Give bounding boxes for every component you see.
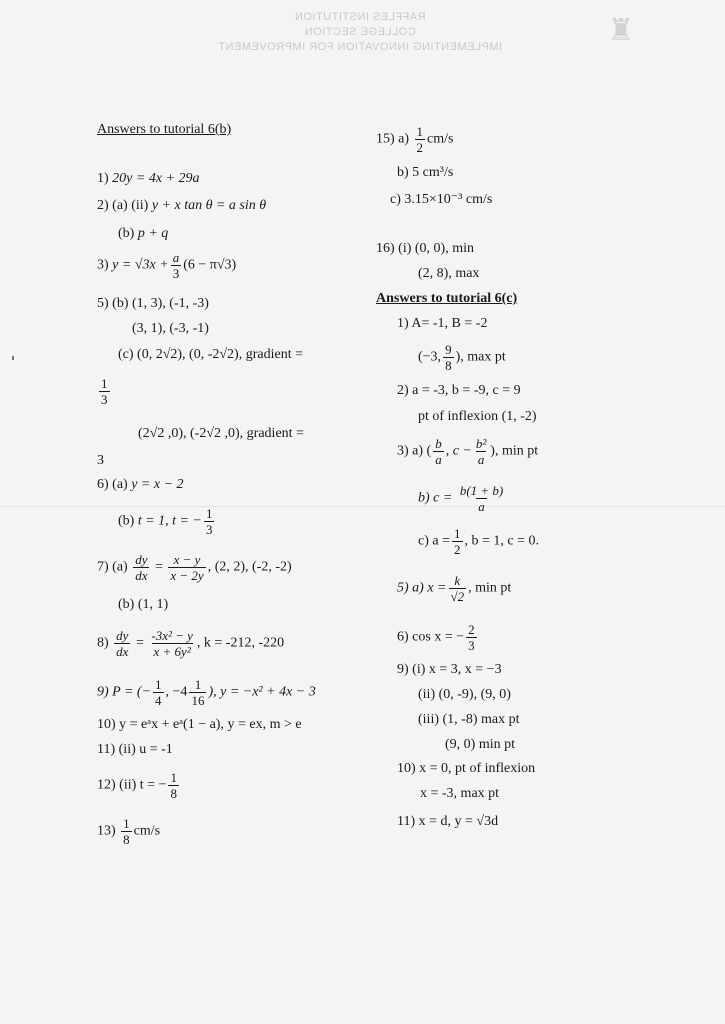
answer-8: 8) $\frac{dy}{dx}$ = $\frac{\text{-3x² − y}}{\text{x + 6y²}}$ , k = -212, -220	[97, 628, 285, 659]
answer-c10-line2: x = -3, max pt	[420, 786, 500, 801]
heading-tutorial-6c: Answers to tutorial 6(c)	[376, 291, 518, 306]
answer-13: 13) $\frac{1}{8}$ cm/s	[97, 816, 161, 847]
answer-2b: (b) p + q	[118, 226, 169, 241]
answer-c6: 6) cos x = − $\frac{2}{3}$	[397, 622, 475, 653]
scan-speck	[12, 356, 14, 360]
answer-c3c: c) a = $\frac{1}{2}$ , b = 1, c = 0.	[418, 526, 540, 557]
answer-5b-line1: 5) (b) (1, 3), (-1, -3)	[97, 296, 209, 311]
answer-7a: 7) (a) $\frac{dy}{dx}$ = $\frac{x - y}{x - 2y}$ , (2, 2), (-2, -2)	[97, 552, 292, 583]
answer-5c-line1: (c) (0, 2√2), (0, -2√2), gradient =	[118, 347, 303, 362]
answer-c5: 5) a) x = $\frac{k}{√2}$ , min pt	[397, 573, 512, 604]
answer-5c-line2: (2√2 ,0), (-2√2 ,0), gradient =	[138, 426, 304, 441]
answer-5b-line2: (3, 1), (-3, -1)	[132, 321, 209, 336]
answer-16-line2: (2, 8), max	[418, 266, 480, 281]
paper-fold-line	[0, 506, 725, 507]
header-bleed-through: RAFFLES INSTITUTION COLLEGE SECTION IMPLEMENTING INNOVATION FOR IMPROVEMENT	[217, 11, 503, 53]
answer-c3b: b) c = $\frac{b(1 + b)}{a}$	[418, 483, 504, 514]
answer-c9-line4: (9, 0) min pt	[445, 737, 515, 752]
answer-11: 11) (ii) u = -1	[97, 742, 173, 757]
answer-12: 12) (ii) t = − $\frac{1}{8}$	[97, 770, 177, 801]
answer-10: 10) y = eᵃx + eᵃ(1 − a), y = ex, m > e	[97, 717, 302, 732]
answer-c3a: 3) a) ( $\frac{b}{a}$ , c − $\frac{\text{b²}}{a}$ ), min pt	[397, 436, 539, 467]
answer-15a: 15) a) $\frac{1}{2}$ cm/s	[376, 124, 454, 155]
answer-c9-line1: 9) (i) x = 3, x = −3	[397, 662, 502, 677]
answer-15b: b) 5 cm³/s	[397, 165, 454, 180]
answer-2a: 2) (a) (ii) y + x tan θ = a sin θ	[97, 198, 267, 213]
answer-c10-line1: 10) x = 0, pt of inflexion	[397, 761, 536, 776]
answer-15c: c) 3.15×10⁻³ cm/s	[390, 192, 493, 207]
answer-1: 1) 20y = 4x + 29a	[97, 171, 200, 186]
answer-5c-gradient-1: $\frac{1}{3}$	[101, 376, 108, 407]
answer-c2-line2: pt of inflexion (1, -2)	[418, 409, 537, 424]
answer-c1-line1: 1) A= -1, B = -2	[397, 316, 488, 331]
answer-6b: (b) t = 1, t = − $\frac{1}{3}$	[118, 506, 213, 537]
crest-logo-icon: ♜	[607, 14, 635, 47]
answer-c11: 11) x = d, y = √3d	[397, 814, 499, 829]
heading-tutorial-6b: Answers to tutorial 6(b)	[97, 122, 232, 137]
answer-3: 3) y = √3x + $\frac{a}{3}$ (6 − π√3)	[97, 250, 237, 281]
answer-5c-gradient-2: 3	[97, 453, 104, 468]
answer-c9-line3: (iii) (1, -8) max pt	[418, 712, 520, 727]
answer-c9-line2: (ii) (0, -9), (9, 0)	[418, 687, 511, 702]
answer-c2-line1: 2) a = -3, b = -9, c = 9	[397, 383, 521, 398]
answer-9: 9) P = (− $\frac{1}{4}$ , −4 $\frac{1}{16}$ ), y = −x² + 4x − 3	[97, 677, 316, 708]
answer-7b: (b) (1, 1)	[118, 597, 169, 612]
answer-16-line1: 16) (i) (0, 0), min	[376, 241, 474, 256]
answer-c1-line2: (−3, $\frac{9}{8}$ ), max pt	[418, 342, 506, 373]
answer-6a: 6) (a) y = x − 2	[97, 477, 184, 492]
